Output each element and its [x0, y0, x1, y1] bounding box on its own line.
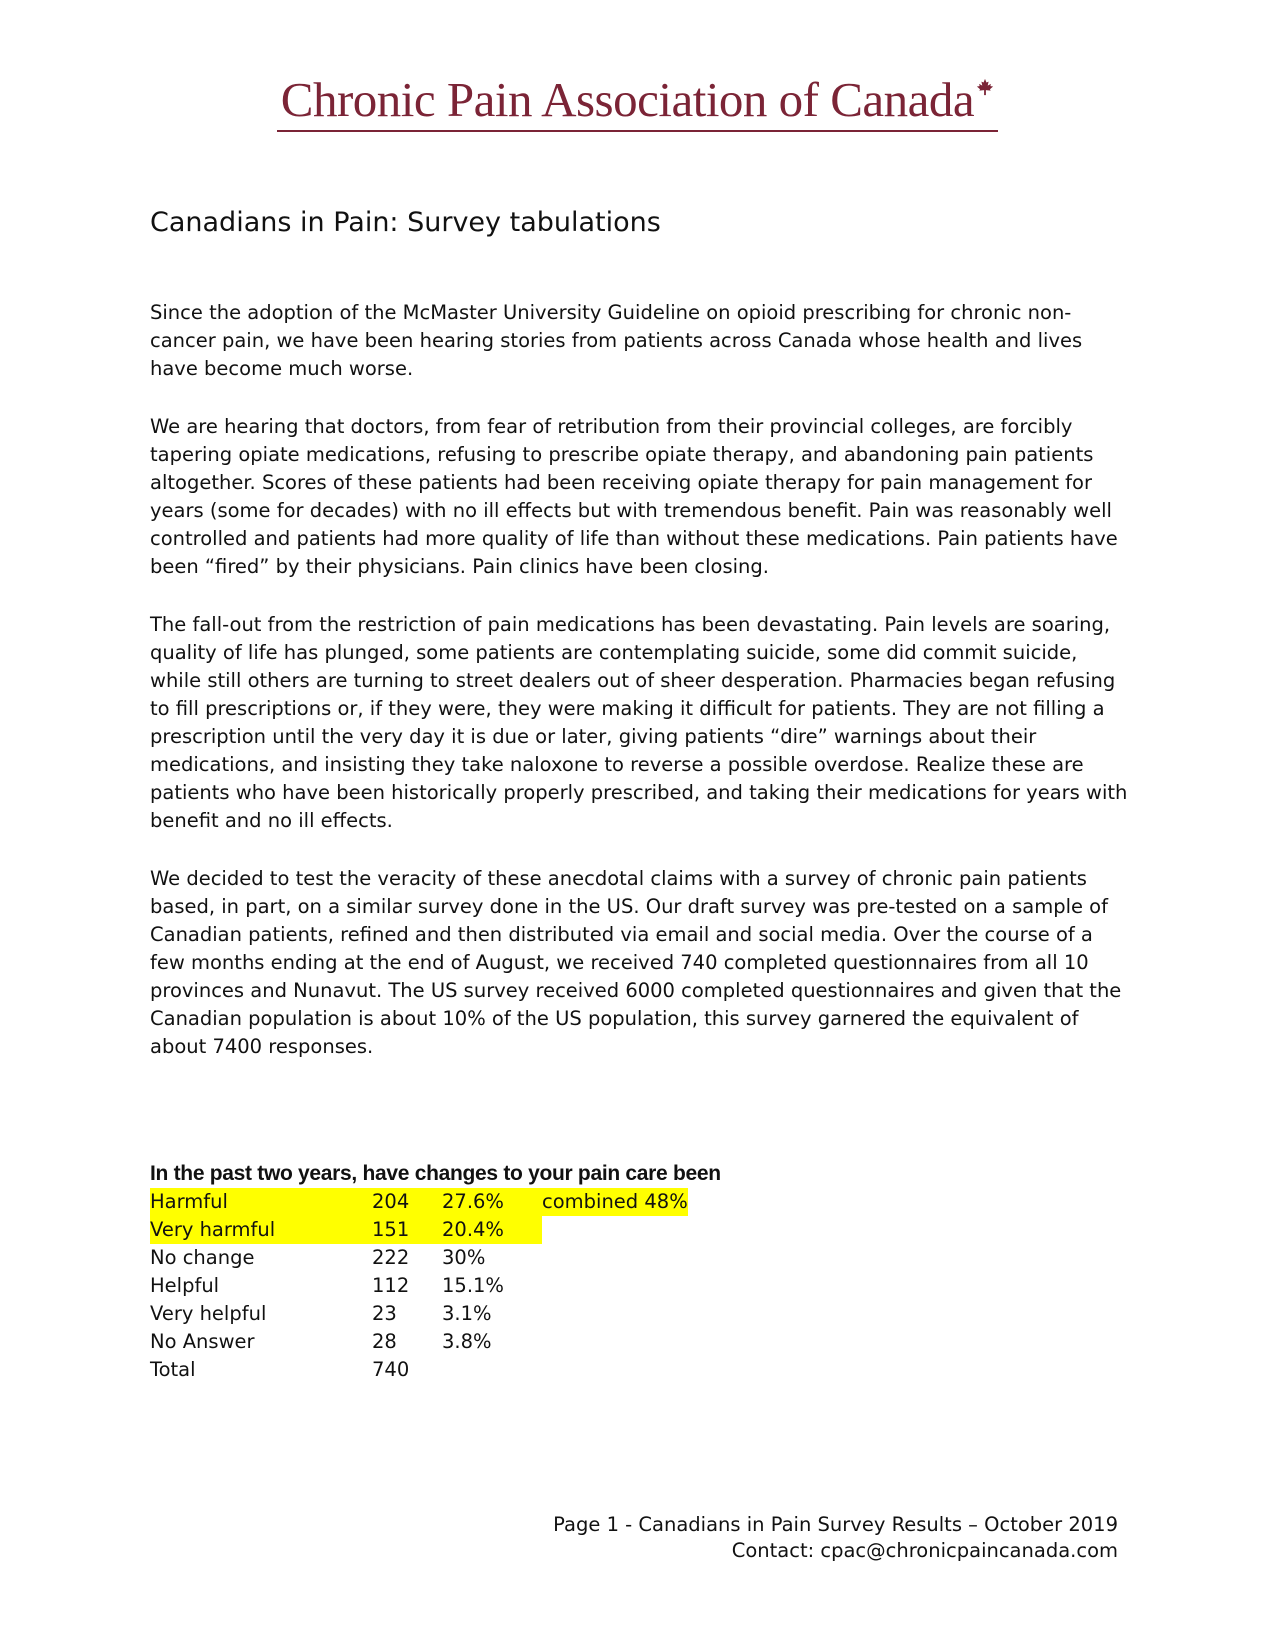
- survey-results: [150, 1160, 721, 1384]
- paragraph: We decided to test the veracity of these anecdotal claims with a survey of chronic pain patients based, in part, on a similar survey done in the US. Our draft survey was pre-tested on a sample of Canadian patients, refined and then distributed via email and social media. Over the course of a few months ending at the end of August, we received 740 completed questionnaires from all 10 provinces and Nunavut. The US survey received 6000 completed questionnaires and given that the Canadian population is about 10% of the US population, this survey garnered the equivalent of about 7400 responses.: [150, 867, 1122, 1058]
- table-row: [150, 1272, 688, 1300]
- results-table: [150, 1188, 688, 1384]
- row-percent: 15.1%: [442, 1274, 504, 1297]
- table-row: [150, 1216, 688, 1244]
- org-name: Chronic Pain Association of Canada: [280, 72, 975, 127]
- footer-contact-line: Contact: cpac@chronicpaincanada.com: [731, 1539, 1118, 1562]
- table-row: [150, 1356, 688, 1384]
- row-label: Very harmful: [150, 1216, 372, 1244]
- row-count: 28: [372, 1330, 397, 1353]
- table-row: [150, 1300, 688, 1328]
- row-count: 23: [372, 1302, 397, 1325]
- body-text: [150, 299, 1130, 1091]
- page-footer: [553, 1512, 1118, 1564]
- row-note: [542, 1216, 688, 1244]
- row-note: [542, 1272, 688, 1300]
- row-count: 112: [372, 1274, 410, 1297]
- page-title: Canadians in Pain: Survey tabulations: [150, 207, 661, 238]
- letterhead: [0, 72, 1275, 132]
- row-note: [542, 1244, 688, 1272]
- row-percent: 3.8%: [442, 1330, 492, 1353]
- table-row: [150, 1328, 688, 1356]
- row-note: [542, 1328, 688, 1356]
- row-note: combined 48%: [542, 1188, 688, 1216]
- row-percent: 27.6%: [442, 1188, 542, 1216]
- org-logo: [277, 72, 998, 132]
- row-percent: 3.1%: [442, 1302, 492, 1325]
- row-label: Total: [150, 1358, 196, 1381]
- row-label: No change: [150, 1246, 255, 1269]
- table-row: [150, 1188, 688, 1216]
- survey-question: In the past two years, have changes to your pain care been: [150, 1162, 721, 1185]
- row-label: Very helpful: [150, 1302, 267, 1325]
- table-row: [150, 1244, 688, 1272]
- row-note: [542, 1300, 688, 1328]
- row-count: 740: [372, 1358, 410, 1381]
- row-label: Helpful: [150, 1274, 220, 1297]
- row-label: Harmful: [150, 1188, 372, 1216]
- row-count: 204: [372, 1188, 442, 1216]
- maple-leaf-icon: [976, 78, 994, 96]
- paragraph: Since the adoption of the McMaster University Guideline on opioid prescribing for chronic non-cancer pain, we have been hearing stories from patients across Canada whose health and lives have become much worse.: [150, 301, 1083, 380]
- footer-page-line: Page 1 - Canadians in Pain Survey Results – October 2019: [553, 1513, 1118, 1536]
- row-percent: 30%: [442, 1246, 486, 1269]
- row-percent: [442, 1356, 542, 1384]
- row-count: 151: [372, 1216, 442, 1244]
- paragraph: We are hearing that doctors, from fear of retribution from their provincial colleges, are forcibly tapering opiate medications, refusing to prescribe opiate therapy, and abandoning pain patients altogether. Scores of these patients had been receiving opiate therapy for pain management for years (some for decades) with no ill effects but with tremendous benefit. Pain was reasonably well controlled and patients had more quality of life than without these medications. Pain patients have been “fired” by their physicians. Pain clinics have been closing.: [150, 415, 1118, 578]
- row-count: 222: [372, 1246, 410, 1269]
- row-label: No Answer: [150, 1330, 255, 1353]
- paragraph: The fall-out from the restriction of pain medications has been devastating. Pain levels are soaring, quality of life has plunged, some patients are contemplating suicide, some did commit suicide, while still others are turning to street dealers out of sheer desperation. Pharmacies began refusing to fill prescriptions or, if they were, they were making it difficult for patients. They are not filling a prescription until the very day it is due or later, giving patients “dire” warnings about their medications, and insisting they take naloxone to reverse a possible overdose. Realize these are patients who have been historically properly prescribed, and taking their medications for years with benefit and no ill effects.: [150, 613, 1128, 832]
- row-note: [542, 1356, 688, 1384]
- row-percent: 20.4%: [442, 1216, 542, 1244]
